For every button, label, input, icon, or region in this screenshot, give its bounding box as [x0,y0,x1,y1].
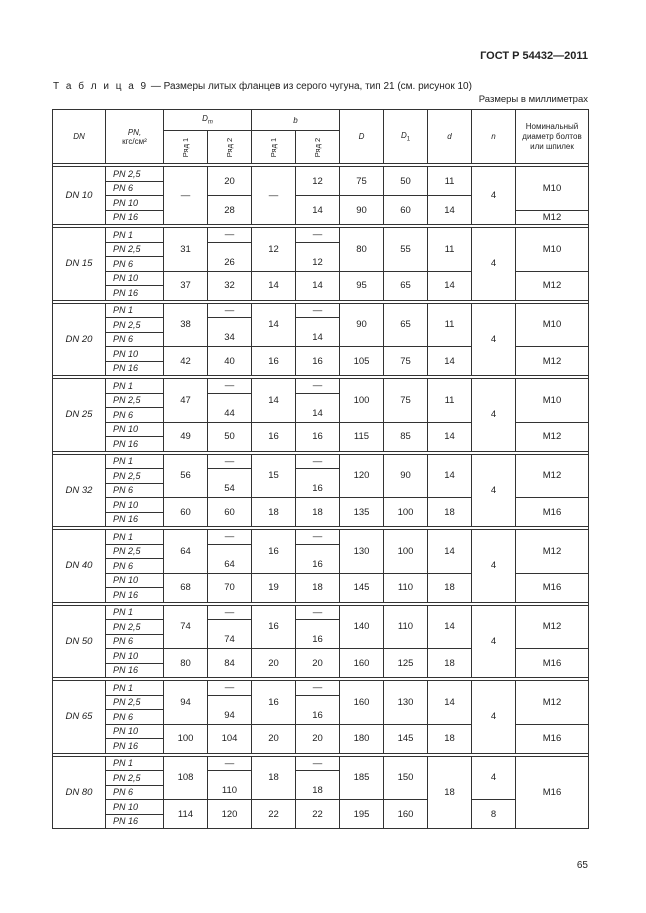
b-row1-cell: 16 [252,422,296,451]
dm-row2-cell: 74 [208,620,252,649]
d-hole-cell: 18 [428,649,472,678]
dm-row1-cell: 42 [164,347,208,376]
n-cell: 4 [472,681,516,754]
d1-cell: 75 [384,347,428,376]
page-number: 65 [576,860,588,871]
d1-cell: 50 [384,167,428,196]
b-row2-cell: 18 [296,771,340,800]
b-row2-cell: 18 [296,573,340,602]
d1-cell: 85 [384,422,428,451]
bolt-cell: M10 [516,228,589,272]
pn-cell: PN 10 [106,347,164,362]
b-row1-cell: — [252,167,296,225]
bolt-cell: M16 [516,724,589,753]
dm-row2-cell: 60 [208,498,252,527]
pn-cell: PN 10 [106,422,164,437]
b-row2-cell: — [296,303,340,318]
pn-cell: PN 6 [106,634,164,649]
b-row1-cell: 14 [252,303,296,347]
pn-cell: PN 10 [106,649,164,664]
units-note: Размеры в миллиметрах [478,94,588,105]
dm-row2-cell: — [208,605,252,620]
n-cell: 4 [472,303,516,376]
d-outer-cell: 180 [340,724,384,753]
bolt-cell: M16 [516,573,589,602]
header-dm: $D_m$ [164,110,252,131]
n-cell: 4 [472,605,516,678]
n-cell: 4 [472,454,516,527]
b-row1-cell: 14 [252,379,296,423]
b-row2-cell: 14 [296,318,340,347]
pn-cell: PN 6 [106,710,164,725]
dm-row1-cell: 56 [164,454,208,498]
d-outer-cell: 95 [340,271,384,300]
pn-cell: PN 2,5 [106,242,164,257]
dm-row2-cell: 54 [208,469,252,498]
header-d1: $D_1$ [384,110,428,164]
n-cell: 4 [472,167,516,225]
dn-cell: DN 25 [53,379,106,452]
b-row2-cell: 16 [296,422,340,451]
dm-row1-cell: 31 [164,228,208,272]
d1-cell: 130 [384,681,428,725]
table-row [53,800,589,815]
dm-row2-cell: — [208,303,252,318]
dn-cell: DN 10 [53,167,106,225]
pn-cell: PN 2,5 [106,318,164,333]
bolt-cell: M16 [516,498,589,527]
b-row2-cell: 16 [296,469,340,498]
pn-cell: PN 2,5 [106,695,164,710]
dm-row2-cell: — [208,756,252,771]
header-d-outer: D [340,110,384,164]
d1-cell: 125 [384,649,428,678]
table-row [53,379,589,394]
pn-cell: PN 6 [106,181,164,196]
b-row2-cell: 16 [296,544,340,573]
dm-row2-cell: — [208,681,252,696]
d-hole-cell: 14 [428,422,472,451]
header-bolt: Номинальный диаметр болтов или шпилек [516,110,589,164]
pn-cell: PN 16 [106,361,164,376]
bolt-cell: M10 [516,167,589,211]
d1-cell: 160 [384,800,428,829]
d-hole-cell: 14 [428,454,472,498]
dm-row2-cell: 34 [208,318,252,347]
d-hole-cell: 11 [428,228,472,272]
d1-cell: 55 [384,228,428,272]
d1-cell: 110 [384,605,428,649]
dm-row2-cell: 64 [208,544,252,573]
d-outer-cell: 90 [340,303,384,347]
dm-row1-cell: 68 [164,573,208,602]
b-row2-cell: — [296,605,340,620]
pn-cell: PN 10 [106,800,164,815]
d-outer-cell: 140 [340,605,384,649]
table-row [53,605,589,620]
b-row2-cell: 16 [296,620,340,649]
d1-cell: 145 [384,724,428,753]
header-b-row1: Ряд 1 [252,131,296,164]
table-label: Т а б л и ц а 9 [53,81,149,92]
pn-cell: PN 16 [106,210,164,225]
flange-dimensions-table [52,109,589,829]
header-dm-row1: Ряд 1 [164,131,208,164]
b-row1-cell: 16 [252,347,296,376]
b-row2-cell: 22 [296,800,340,829]
pn-cell: PN 6 [106,785,164,800]
d-outer-cell: 130 [340,530,384,574]
dn-cell: DN 65 [53,681,106,754]
b-row2-cell: 16 [296,347,340,376]
b-row1-cell: 20 [252,724,296,753]
d-hole-cell: 14 [428,530,472,574]
d-outer-cell: 80 [340,228,384,272]
d1-cell: 75 [384,379,428,423]
dn-cell: DN 20 [53,303,106,376]
pn-cell: PN 16 [106,286,164,301]
d-hole-cell: 18 [428,724,472,753]
d-outer-cell: 160 [340,681,384,725]
header-b: b [252,110,340,131]
dm-row2-cell: 26 [208,242,252,271]
table-row [53,681,589,696]
bolt-cell: M12 [516,271,589,300]
pn-cell: PN 6 [106,257,164,272]
bolt-cell: M12 [516,347,589,376]
b-row2-cell: — [296,681,340,696]
table-row [53,228,589,243]
pn-cell: PN 2,5 [106,393,164,408]
n-cell: 4 [472,379,516,452]
bolt-cell: M10 [516,379,589,423]
dm-row1-cell: 60 [164,498,208,527]
d1-cell: 65 [384,303,428,347]
b-row1-cell: 18 [252,498,296,527]
d-hole-cell: 14 [428,605,472,649]
pn-cell: PN 1 [106,530,164,545]
d-outer-cell: 160 [340,649,384,678]
pn-cell: PN 10 [106,573,164,588]
dm-row2-cell: 50 [208,422,252,451]
dm-row1-cell: 74 [164,605,208,649]
pn-cell: PN 2,5 [106,167,164,182]
bolt-cell: M12 [516,530,589,574]
b-row1-cell: 14 [252,271,296,300]
dm-row2-cell: 32 [208,271,252,300]
dn-cell: DN 15 [53,228,106,301]
d1-cell: 100 [384,530,428,574]
dm-row2-cell: — [208,530,252,545]
dm-row1-cell: — [164,167,208,225]
dm-row1-cell: 114 [164,800,208,829]
bolt-cell: M12 [516,605,589,649]
b-row2-cell: 20 [296,724,340,753]
b-row2-cell: 14 [296,271,340,300]
b-row2-cell: — [296,379,340,394]
bolt-cell: M12 [516,422,589,451]
bolt-cell: M12 [516,681,589,725]
b-row1-cell: 18 [252,756,296,800]
d-hole-cell: 11 [428,379,472,423]
b-row1-cell: 22 [252,800,296,829]
d-outer-cell: 100 [340,379,384,423]
pn-cell: PN 1 [106,454,164,469]
b-row2-cell: — [296,228,340,243]
pn-cell: PN 1 [106,228,164,243]
d-outer-cell: 185 [340,756,384,800]
table-row [53,167,589,182]
d-hole-cell: 11 [428,167,472,196]
header-b-row2: Ряд 2 [296,131,340,164]
header-dn: DN [53,110,106,164]
d-hole-cell: 11 [428,303,472,347]
dn-cell: DN 80 [53,756,106,829]
pn-cell: PN 2,5 [106,544,164,559]
dm-row1-cell: 94 [164,681,208,725]
pn-cell: PN 6 [106,332,164,347]
b-row2-cell: 14 [296,393,340,422]
d-hole-cell: 14 [428,347,472,376]
dm-row2-cell: 40 [208,347,252,376]
dm-row1-cell: 100 [164,724,208,753]
pn-cell: PN 1 [106,681,164,696]
dm-row2-cell: — [208,228,252,243]
header-n: n [472,110,516,164]
pn-cell: PN 16 [106,814,164,829]
b-row1-cell: 16 [252,530,296,574]
table-row [53,530,589,545]
n-cell: 4 [472,228,516,301]
table-title: — Размеры литых фланцев из серого чугуна, тип 21 (см. рисунок 10) [148,81,472,92]
header-dm-row2: Ряд 2 [208,131,252,164]
dm-row2-cell: — [208,379,252,394]
bolt-cell: M16 [516,649,589,678]
d-outer-cell: 90 [340,196,384,225]
b-row1-cell: 16 [252,605,296,649]
b-row2-cell: 16 [296,695,340,724]
dm-row1-cell: 49 [164,422,208,451]
d1-cell: 110 [384,573,428,602]
d1-cell: 65 [384,271,428,300]
pn-cell: PN 10 [106,196,164,211]
b-row2-cell: — [296,454,340,469]
table-caption [53,81,472,92]
pn-cell: PN 1 [106,303,164,318]
b-row2-cell: 12 [296,242,340,271]
b-row1-cell: 20 [252,649,296,678]
d-outer-cell: 115 [340,422,384,451]
d-outer-cell: 105 [340,347,384,376]
pn-cell: PN 10 [106,724,164,739]
pn-cell: PN 2,5 [106,771,164,786]
dm-row1-cell: 108 [164,756,208,800]
b-row1-cell: 15 [252,454,296,498]
b-row1-cell: 19 [252,573,296,602]
pn-cell: PN 16 [106,512,164,527]
d-outer-cell: 195 [340,800,384,829]
pn-cell: PN 16 [106,739,164,754]
pn-cell: PN 1 [106,379,164,394]
n-cell: 4 [472,530,516,603]
table-row [53,454,589,469]
dm-row1-cell: 47 [164,379,208,423]
dm-row2-cell: 110 [208,771,252,800]
dm-row2-cell: 20 [208,167,252,196]
d-hole-cell: 18 [428,573,472,602]
d-hole-cell: 14 [428,681,472,725]
dm-row1-cell: 37 [164,271,208,300]
d1-cell: 100 [384,498,428,527]
pn-cell: PN 10 [106,271,164,286]
d1-cell: 90 [384,454,428,498]
b-row2-cell: 20 [296,649,340,678]
table-row [53,756,589,771]
table-row [53,303,589,318]
dm-row2-cell: 94 [208,695,252,724]
dn-cell: DN 32 [53,454,106,527]
pn-cell: PN 1 [106,756,164,771]
b-row2-cell: 14 [296,196,340,225]
bolt-cell: M12 [516,454,589,498]
dm-row2-cell: — [208,454,252,469]
b-row2-cell: 12 [296,167,340,196]
n-cell: 4 [472,756,516,800]
n-cell: 8 [472,800,516,829]
bolt-cell: M10 [516,303,589,347]
pn-cell: PN 10 [106,498,164,513]
dn-cell: DN 50 [53,605,106,678]
d-outer-cell: 145 [340,573,384,602]
d-hole-cell: 14 [428,271,472,300]
dm-row2-cell: 84 [208,649,252,678]
d-outer-cell: 75 [340,167,384,196]
dm-row1-cell: 38 [164,303,208,347]
dm-row1-cell: 80 [164,649,208,678]
d-hole-cell: 18 [428,498,472,527]
b-row2-cell: — [296,530,340,545]
pn-cell: PN 2,5 [106,469,164,484]
pn-cell: PN 6 [106,559,164,574]
pn-cell: PN 2,5 [106,620,164,635]
d-outer-cell: 135 [340,498,384,527]
d-hole-cell: 18 [428,756,472,829]
document-code: ГОСТ Р 54432—2011 [480,50,588,62]
b-row1-cell: 16 [252,681,296,725]
pn-cell: PN 6 [106,408,164,423]
bolt-cell: M12 [516,210,589,225]
d1-cell: 60 [384,196,428,225]
d-hole-cell: 14 [428,196,472,225]
dn-cell: DN 40 [53,530,106,603]
dm-row2-cell: 120 [208,800,252,829]
header-d-hole: d [428,110,472,164]
d-outer-cell: 120 [340,454,384,498]
pn-cell: PN 16 [106,588,164,603]
b-row2-cell: 18 [296,498,340,527]
dm-row1-cell: 64 [164,530,208,574]
header-pn: PN, кгс/см² [106,110,164,164]
b-row1-cell: 12 [252,228,296,272]
pn-cell: PN 16 [106,437,164,452]
dm-row2-cell: 104 [208,724,252,753]
pn-cell: PN 1 [106,605,164,620]
pn-cell: PN 6 [106,483,164,498]
dm-row2-cell: 44 [208,393,252,422]
dm-row2-cell: 28 [208,196,252,225]
pn-cell: PN 16 [106,663,164,678]
d1-cell: 150 [384,756,428,800]
b-row2-cell: — [296,756,340,771]
dm-row2-cell: 70 [208,573,252,602]
bolt-cell: M16 [516,756,589,829]
